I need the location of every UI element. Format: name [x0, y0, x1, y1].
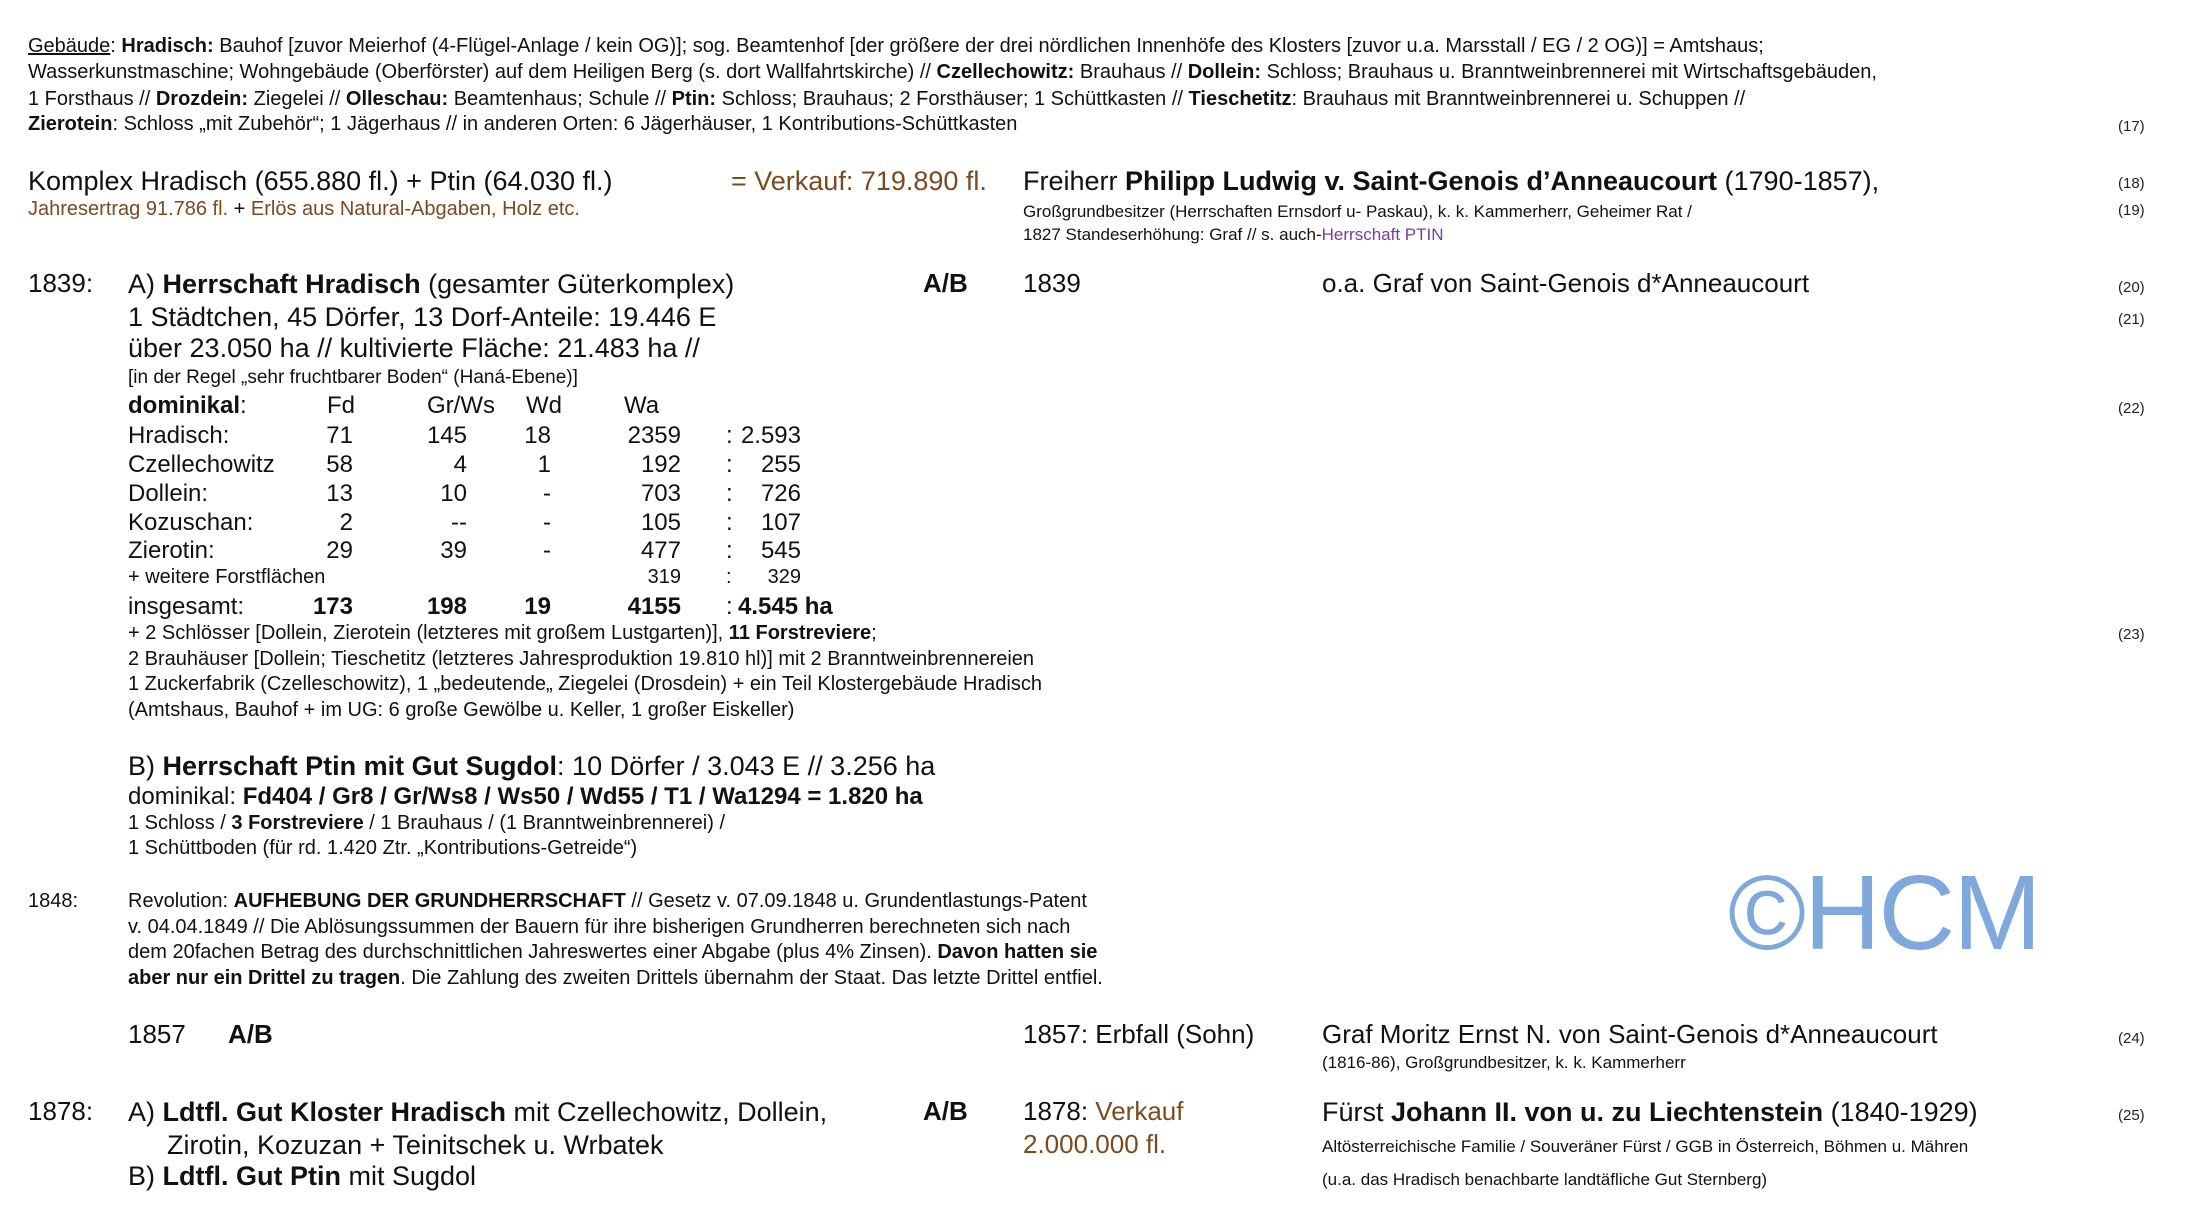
- text-line-e3: [1023, 1020, 1254, 1050]
- text-segment: über 23.050 ha // kultivierte Fläche: 21.483 ha //: [128, 332, 700, 363]
- text-line-r3: [128, 941, 1097, 964]
- text-segment: Ptin:: [671, 88, 717, 110]
- table-cell: 173: [312, 593, 353, 620]
- text-line-h3: [28, 88, 1745, 111]
- table-cell: Wa: [624, 392, 660, 419]
- text-line-b4: [128, 837, 637, 860]
- table-cell: Dollein:: [128, 480, 209, 507]
- table-cell: 4.545 ha: [738, 593, 833, 620]
- text-segment: Erlös aus Natural-Abgaben, Holz etc.: [250, 198, 580, 220]
- text-segment: 11 Forstreviere: [728, 622, 872, 644]
- text-line-f5: [1023, 1097, 1183, 1127]
- text-segment: A): [128, 268, 163, 299]
- table-cell: Zierotin:: [128, 537, 215, 564]
- table-cell: Czellechowitz: [128, 451, 275, 478]
- text-segment: 1 Forsthaus //: [28, 88, 156, 110]
- text-line-a7: [128, 367, 578, 389]
- footnote-ref: (21): [2118, 311, 2145, 328]
- text-segment: : 10 Dörfer / 3.043 E // 3.256 ha: [557, 750, 936, 781]
- table-cell: 19: [524, 593, 551, 620]
- table-cell: 255: [760, 451, 801, 478]
- text-segment: Bauhof [zuvor Meierhof (4-Flügel-Anlage / kein OG)]; sog. Beamtenhof [der größere der drei nördlichen Innenhöfe des Klosters [zuvor u.a. Marsstall / EG / 2 OG)] = Amtshaus;: [213, 35, 1764, 57]
- table-cell: 477: [640, 537, 681, 564]
- table-cell: 198: [426, 593, 467, 620]
- text-segment: Ziegelei //: [248, 88, 346, 110]
- table-cell: 2.593: [740, 422, 801, 449]
- text-segment: Revolution:: [128, 890, 234, 912]
- footnote-ref: (23): [2118, 626, 2145, 643]
- text-segment: Wasserkunstmaschine; Wohngebäude (Oberförster) auf dem Heiligen Berg (s. dort Wallfahrtskirche) //: [28, 61, 937, 83]
- table-cell: 703: [640, 480, 681, 507]
- text-segment: Graf Moritz Ernst N. von Saint-Genois d*Anneaucourt: [1322, 1019, 1938, 1050]
- text-segment: Zirotin, Kozuzan + Teinitschek u. Wrbatek: [167, 1129, 664, 1160]
- text-segment: Johann II. von u. zu Liechtenstein: [1391, 1096, 1824, 1127]
- text-segment: + 2 Schlösser [Dollein, Zierotein (letzteres mit großem Lustgarten)],: [128, 622, 729, 644]
- text-line-a9: [128, 648, 1034, 671]
- text-line-r4: [128, 967, 1103, 990]
- table-cell: :: [726, 593, 733, 620]
- text-line-k3: [1023, 166, 1879, 197]
- footnote-ref: (22): [2118, 400, 2145, 417]
- text-line-e5: [1322, 1053, 1686, 1073]
- table-cell: 545: [760, 537, 801, 564]
- text-segment: (1840-1929): [1823, 1096, 1978, 1127]
- text-segment: 2 Brauhäuser [Dollein; Tieschetitz (letzteres Jahresproduktion 19.810 hl)] mit 2 Branntweinbrennereien: [128, 648, 1035, 670]
- table-cell: -: [543, 509, 551, 536]
- text-line-r2: [128, 916, 1070, 939]
- text-line-a4: [1322, 269, 1809, 299]
- table-cell: :: [726, 537, 733, 564]
- footnote-ref: (18): [2118, 175, 2145, 192]
- text-segment: Verkauf: [1095, 1096, 1184, 1127]
- table-cell: Fd: [327, 392, 356, 419]
- table-cell: 39: [440, 537, 467, 564]
- text-line-f4: [923, 1097, 968, 1127]
- text-segment: // Gesetz v. 07.09.1848 u. Grundentlastungs-Patent: [625, 890, 1087, 912]
- table-cell: :: [726, 509, 733, 536]
- text-segment: 1 Städtchen, 45 Dörfer, 13 Dorf-Anteile: 19.446 E: [128, 301, 717, 332]
- text-line-a10: [128, 673, 1042, 696]
- text-segment: 3 Forstreviere: [231, 812, 364, 834]
- text-line-r1: [128, 890, 1087, 913]
- text-segment: +: [228, 198, 251, 220]
- table-cell: Wd: [526, 392, 562, 419]
- text-line-a1: [128, 269, 734, 300]
- text-segment: / 1 Brauhaus / (1 Branntweinbrennerei) /: [363, 812, 725, 834]
- text-line-k5: [1023, 202, 1692, 222]
- text-segment: Schloss; Brauhaus; 2 Forsthäuser; 1 Schüttkasten //: [716, 88, 1189, 110]
- text-segment: 1857: [128, 1019, 186, 1050]
- text-segment: Freiherr: [1023, 165, 1126, 196]
- text-segment: Ldtfl. Gut Kloster Hradisch: [162, 1096, 507, 1127]
- hcm-watermark: ©HCM: [1728, 854, 2040, 972]
- text-segment: B): [128, 750, 163, 781]
- table-cell: 29: [326, 537, 353, 564]
- table-cell: :: [240, 392, 247, 419]
- text-segment: (u.a. das Hradisch benachbarte landtäfliche Gut Sternberg): [1322, 1169, 1768, 1189]
- text-segment: Großgrundbesitzer (Herrschaften Ernsdorf u- Paskau), k. k. Kammerherr, Geheimer Rat /: [1023, 201, 1692, 221]
- table-cell: 726: [760, 480, 801, 507]
- text-line-h1: [28, 35, 1764, 58]
- text-segment: 1 Schüttboden (für rd. 1.420 Ztr. „Kontributions-Getreide“): [128, 837, 638, 859]
- table-cell: :: [726, 451, 733, 478]
- text-line-k1: [28, 166, 613, 197]
- table-cell: 319: [647, 566, 681, 588]
- text-segment: = Verkauf: 719.890 fl.: [731, 165, 987, 196]
- table-cell: 13: [326, 480, 353, 507]
- table-cell: 18: [524, 422, 551, 449]
- text-line-b2: [128, 783, 923, 811]
- table-cell: 107: [760, 509, 801, 536]
- table-cell: 10: [440, 480, 467, 507]
- text-segment: 1 Schloss /: [128, 812, 232, 834]
- text-segment: 1848:: [28, 890, 79, 912]
- text-segment: Altösterreichische Familie / Souveräner Fürst / GGB in Österreich, Böhmen u. Mähren: [1322, 1136, 1969, 1156]
- text-line-r0: [28, 890, 78, 913]
- text-line-f0: [28, 1097, 93, 1127]
- text-line-a11: [128, 699, 794, 722]
- text-line-a5: [128, 302, 716, 333]
- text-segment: 1878:: [1023, 1096, 1096, 1127]
- text-segment: (gesamter Güterkomplex): [420, 268, 735, 299]
- text-segment: 1 Zuckerfabrik (Czelleschowitz), 1 „bedeutende„ Ziegelei (Drosdein) + ein Teil Klostergebäude Hradisch: [128, 673, 1042, 695]
- text-segment: Olleschau:: [345, 88, 449, 110]
- table-cell: Gr/Ws: [427, 392, 495, 419]
- footnote-ref: (17): [2118, 118, 2145, 135]
- table-cell: Hradisch:: [128, 422, 230, 449]
- text-segment: (1816-86), Großgrundbesitzer, k. k. Kammerherr: [1322, 1052, 1686, 1072]
- text-segment: A/B: [923, 1096, 968, 1127]
- text-segment: AUFHEBUNG DER GRUNDHERRSCHAFT: [233, 890, 626, 912]
- text-segment: Fd404 / Gr8 / Gr/Ws8 / Ws50 / Wd55 / T1 / Wa1294 = 1.820 ha: [242, 782, 923, 810]
- text-segment: Drozdein:: [155, 88, 249, 110]
- text-line-b1: [128, 751, 935, 782]
- text-segment: 1857: Erbfall (Sohn): [1023, 1019, 1255, 1050]
- text-segment: A/B: [923, 268, 968, 299]
- table-cell: 105: [640, 509, 681, 536]
- table-cell: 58: [326, 451, 353, 478]
- text-segment: v. 04.04.1849 // Die Ablösungssummen der Bauern für ihre bisherigen Grundherren berechneten sich nach: [128, 916, 1071, 938]
- table-cell: dominikal: [128, 392, 241, 419]
- text-line-e4: [1322, 1020, 1938, 1050]
- text-segment: : Brauhaus mit Branntweinbrennerei u. Schuppen //: [1291, 88, 1746, 110]
- text-segment: A): [128, 1096, 163, 1127]
- table-cell: :: [726, 422, 733, 449]
- text-segment: 1878:: [28, 1096, 94, 1127]
- table-cell: 71: [326, 422, 353, 449]
- text-segment: Davon hatten sie: [937, 941, 1098, 963]
- table-cell: 2: [339, 509, 353, 536]
- table-cell: -: [543, 480, 551, 507]
- text-segment: o.a. Graf von Saint-Genois d*Anneaucourt: [1322, 268, 1810, 299]
- footnote-ref: (19): [2118, 202, 2145, 219]
- text-line-f7: [1322, 1097, 1978, 1128]
- text-segment: Dollein:: [1187, 61, 1262, 83]
- text-line-a3: [1023, 269, 1081, 299]
- table-cell: insgesamt:: [128, 593, 245, 620]
- text-line-f9: [1322, 1170, 1767, 1190]
- text-segment: Zierotein: [28, 113, 113, 135]
- table-cell: :: [726, 480, 733, 507]
- text-segment: 1839: [1023, 268, 1081, 299]
- table-cell: 4: [453, 451, 467, 478]
- footnote-ref: (25): [2118, 1107, 2145, 1124]
- text-segment: aber nur ein Drittel zu tragen: [128, 967, 401, 989]
- text-segment: ;: [871, 622, 877, 644]
- text-line-a8: [128, 622, 877, 645]
- text-segment: (Amtshaus, Bauhof + im UG: 6 große Gewölbe u. Keller, 1 großer Eiskeller): [128, 699, 795, 721]
- text-segment: Gebäude: [28, 35, 111, 57]
- text-line-f1: [128, 1097, 827, 1128]
- text-segment: Czellechowitz:: [936, 61, 1075, 83]
- herrschaft-ptin-link[interactable]: Herrschaft PTIN: [1321, 224, 1444, 244]
- table-cell: + weitere Forstflächen: [128, 566, 326, 588]
- text-line-a0: [28, 269, 93, 299]
- text-segment: Komplex Hradisch (655.880 fl.) + Ptin (64.030 fl.): [28, 165, 613, 196]
- text-segment: Ldtfl. Gut Ptin: [162, 1160, 341, 1191]
- table-cell: -: [543, 537, 551, 564]
- table-cell: 2359: [627, 422, 681, 449]
- text-segment: Fürst: [1322, 1096, 1392, 1127]
- text-segment: Beamtenhaus; Schule //: [448, 88, 672, 110]
- table-cell: 1: [537, 451, 551, 478]
- table-cell: 192: [640, 451, 681, 478]
- text-line-e1: [128, 1020, 186, 1050]
- text-line-k6: [1023, 225, 1444, 245]
- text-line-f6: [1023, 1130, 1166, 1160]
- text-line-e2: [228, 1020, 273, 1050]
- text-line-a2: [923, 269, 968, 299]
- table-header-label: [128, 392, 247, 420]
- table-cell: 329: [767, 566, 801, 588]
- text-segment: Hradisch:: [121, 35, 214, 57]
- text-segment: Herrschaft Ptin mit Gut Sugdol: [162, 750, 558, 781]
- text-segment: :: [110, 35, 122, 57]
- text-segment: Jahresertrag 91.786 fl.: [28, 198, 229, 220]
- text-line-h4: [28, 113, 1017, 136]
- text-segment: : Schloss „mit Zubehör“; 1 Jägerhaus // in anderen Orten: 6 Jägerhäuser, 1 Kontributions-Schüttkasten: [112, 113, 1018, 135]
- text-line-f3: [128, 1161, 476, 1192]
- text-segment: mit Sugdol: [340, 1160, 477, 1191]
- text-line-a6: [128, 333, 700, 364]
- text-line-b3: [128, 812, 725, 835]
- text-segment: Schloss; Brauhaus u. Branntweinbrennerei mit Wirtschaftsgebäuden,: [1261, 61, 1877, 83]
- text-segment: Herrschaft Hradisch: [162, 268, 421, 299]
- table-cell: --: [451, 509, 467, 536]
- text-segment: Philipp Ludwig v. Saint-Genois d’Anneaucourt: [1125, 165, 1718, 196]
- text-segment: (1790-1857),: [1717, 165, 1880, 196]
- text-segment: Brauhaus //: [1074, 61, 1188, 83]
- text-segment: [in der Regel „sehr fruchtbarer Boden“ (Haná-Ebene)]: [128, 366, 578, 388]
- text-segment: . Die Zahlung des zweiten Drittels übernahm der Staat. Das letzte Drittel entfiel.: [400, 967, 1103, 989]
- text-segment: mit Czellechowitz, Dollein,: [506, 1096, 828, 1127]
- text-segment: 1839:: [28, 268, 94, 299]
- footnote-ref: (24): [2118, 1030, 2145, 1047]
- text-segment: 2.000.000 fl.: [1023, 1129, 1167, 1160]
- table-cell: :: [726, 566, 732, 588]
- table-cell: 145: [426, 422, 467, 449]
- table-cell: 4155: [627, 593, 681, 620]
- footnote-ref: (20): [2118, 279, 2145, 296]
- table-cell: Kozuschan:: [128, 509, 254, 536]
- text-line-f2: [167, 1130, 664, 1161]
- text-line-k4: [28, 198, 580, 221]
- text-line-h2: [28, 61, 1877, 84]
- text-segment: 1827 Standeserhöhung: Graf // s. auch-: [1023, 224, 1322, 244]
- text-line-f8: [1322, 1137, 1968, 1157]
- text-segment: dominikal:: [128, 782, 243, 810]
- text-segment: B): [128, 1160, 163, 1191]
- text-segment: A/B: [228, 1019, 273, 1050]
- text-segment: Tieschetitz: [1188, 88, 1292, 110]
- text-segment: dem 20fachen Betrag des durchschnittlichen Jahreswertes einer Abgabe (plus 4% Zinsen).: [128, 941, 938, 963]
- text-line-k2: [731, 166, 987, 197]
